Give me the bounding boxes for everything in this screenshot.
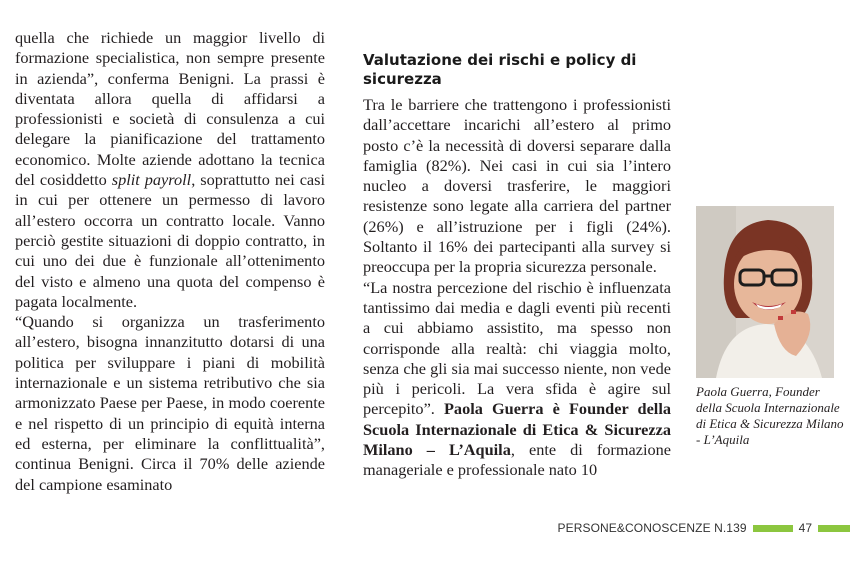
- magazine-issue: PERSONE&CONOSCENZE N.139: [557, 521, 747, 535]
- portrait-photo: [696, 206, 834, 378]
- left-paragraph-2: “Quando si organizza un trasferimento all’estero, bisogna innanzitutto dotarsi di una politica per sviluppare i piani di mobilità internazionale e un sistema retributivo che sia armonizzato Paese per Paese, in modo coerente e nel rispetto di un principio di equità interna ed esterna, per eliminare la conflittualità”, continua Benigni. Circa il 70% delle aziende del campione esaminato: [15, 312, 325, 494]
- photo-caption: Paola Guerra, Founder della Scuola Internazionale di Etica & Sicurezza Milano - L’Aquila: [696, 384, 844, 447]
- middle-column: [363, 95, 671, 481]
- page-number: 47: [798, 521, 812, 535]
- left-paragraph-1: quella che richiede un maggior livello di formazione specialistica, non sempre presente in azienda”, conferma Benigni. La prassi è diventata allora quella di affidarsi a professionisti e società di consulenza a cui delegare la pianificazione del trattamento economico. Molte aziende adottano la tecnica del cosiddetto split payroll, soprattutto nei casi in cui per ottenere un permesso di lavoro all’estero occorra un contratto locale. Vanno perciò gestite situazioni di doppio contratto, in cui uno dei due è funzionale all’ottenimento del visto e almeno una quota del compenso è pagata localmente.: [15, 28, 326, 311]
- left-column: [15, 28, 325, 495]
- portrait-illustration: [696, 206, 834, 378]
- footer-accent-bar-end: [818, 525, 850, 532]
- section-heading: Valutazione dei rischi e policy di sicurezza: [363, 51, 637, 88]
- footer-accent-bar: [753, 525, 793, 532]
- page-footer: [558, 520, 850, 536]
- section-paragraph-2: “La nostra percezione del rischio è influenzata tantissimo dai media e dagli eventi più recenti a cui abbiamo assistito, ma spesso non corrisponde alla realtà: chi viaggia molto, senza che gli sia mai successo niente, non vede più i pericoli. La vera sfida è agire sul percepito”. Paola Guerra è Founder della Scuola Internazionale di Etica & Sicurezza Milano – L’Aquila, ente di formazione manageriale e professionale nato 10: [363, 277, 671, 480]
- section-paragraph-1: Tra le barriere che trattengono i professionisti dall’accettare incarichi all’estero al primo posto c’è la necessità di doversi separare dalla famiglia (82%). Nei casi in cui sia l’intero nucleo a doversi trasferire, le maggiori resistenze sono legate alla carriera del partner (26%) e all’istruzione per i figli (24%). Soltanto il 16% dei partecipanti alla survey si preoccupa per la propria sicurezza personale.: [363, 95, 671, 277]
